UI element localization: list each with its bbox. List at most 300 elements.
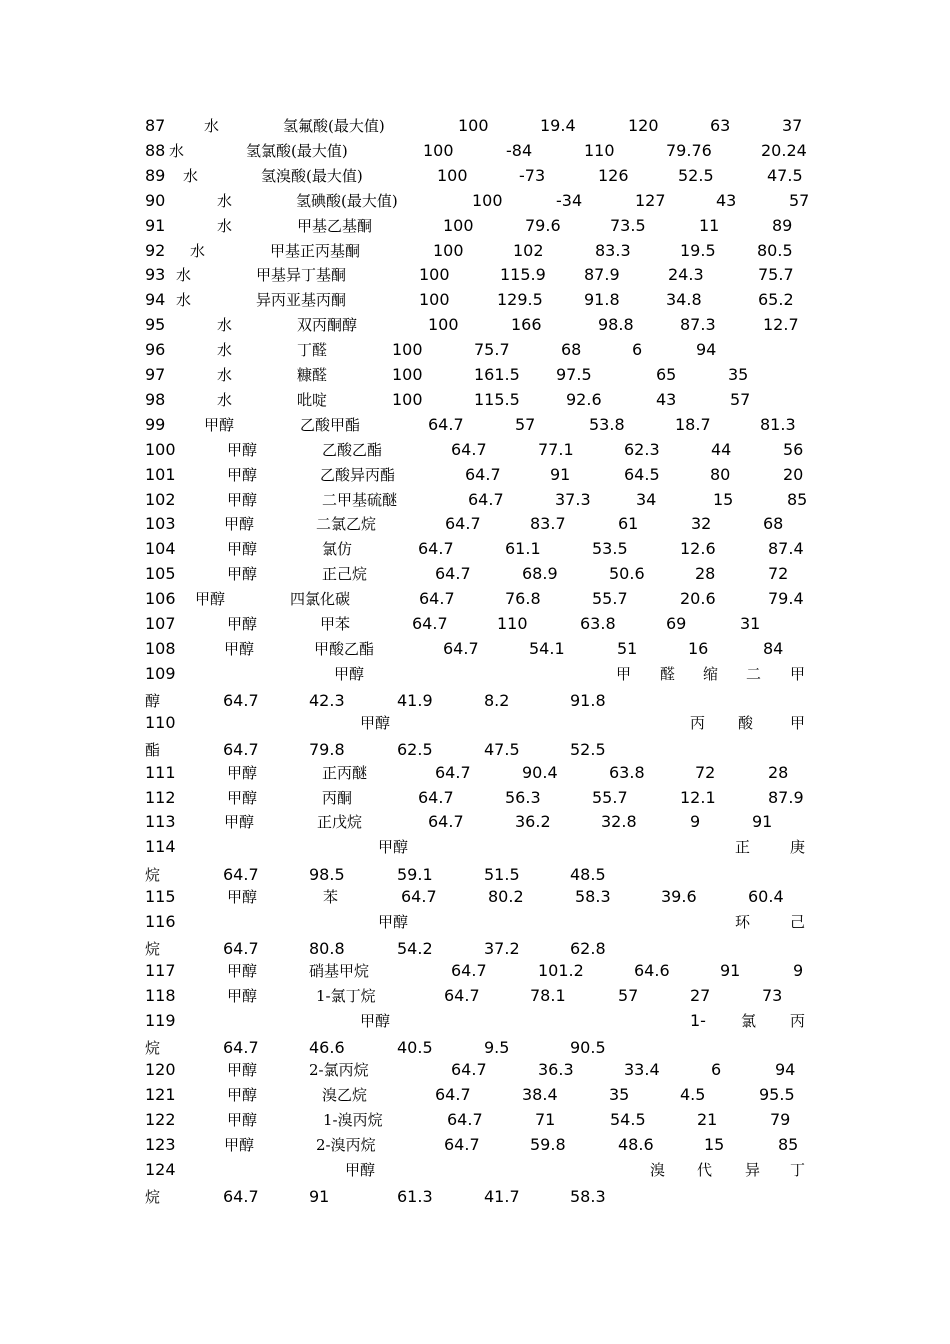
row-number: 111 [145, 762, 176, 782]
value-cell: 110 [497, 614, 528, 633]
solvent-b: 丁醛 [297, 341, 328, 360]
value-cell: 69 [666, 614, 687, 633]
solvent-b: 正己烷 [322, 565, 368, 584]
solvent-b: 丙酮 [322, 788, 353, 807]
value-cell: 57 [730, 389, 751, 409]
value-cell: 36.3 [538, 1060, 574, 1080]
table-row [145, 811, 816, 833]
row-number: 124 [145, 1159, 176, 1179]
value-cell: 89 [772, 215, 793, 235]
solvent-a: 甲醇 [204, 415, 235, 434]
value-cell: 115.9 [500, 265, 546, 285]
value-cell: 64.6 [634, 961, 670, 980]
solvent-b: 1-氯丁烷 [316, 986, 376, 1005]
value-cell: 37.2 [484, 938, 520, 958]
value-cell: 51 [617, 638, 638, 658]
row-number: 104 [145, 539, 176, 559]
table-row [145, 911, 816, 933]
value-cell: 64.7 [428, 812, 464, 832]
value-cell: 100 [458, 116, 489, 135]
value-cell: 79.4 [768, 589, 804, 609]
value-cell: 92.6 [566, 389, 602, 409]
value-cell: 12.6 [680, 539, 716, 559]
solvent-b-char: 环 [735, 912, 751, 931]
table-row [145, 712, 816, 734]
solvent-b-char: 丁 [790, 1160, 806, 1179]
solvent-b-tail: 烷 [145, 939, 161, 958]
value-cell: 48.5 [570, 864, 606, 884]
solvent-a: 水 [169, 141, 185, 160]
value-cell: 54.2 [397, 938, 433, 958]
solvent-b-char: 丙 [690, 714, 706, 733]
row-number: 110 [145, 713, 176, 733]
value-cell: 39.6 [661, 886, 697, 906]
value-cell: 98.5 [309, 864, 345, 884]
solvent-b: 硝基甲烷 [309, 962, 370, 980]
value-cell: 61.1 [505, 539, 541, 559]
solvent-b-char: 甲 [790, 714, 806, 733]
value-cell: 40.5 [397, 1038, 433, 1057]
solvent-a: 甲醇 [227, 1061, 258, 1080]
solvent-a: 水 [217, 216, 233, 235]
value-cell: 64.7 [223, 740, 259, 760]
solvent-b-char: 丙 [790, 1011, 806, 1030]
table-row [145, 240, 816, 262]
table-row [145, 115, 816, 137]
solvent-b-char: 缩 [703, 664, 719, 683]
value-cell: 76.8 [505, 589, 541, 609]
value-cell: 100 [472, 190, 503, 210]
value-cell: 64.7 [465, 464, 501, 484]
value-cell: 54.5 [610, 1110, 646, 1129]
solvent-b-char: 醛 [660, 664, 676, 683]
solvent-b-tail: 烷 [145, 1039, 161, 1057]
value-cell: 72 [695, 762, 716, 782]
value-cell: 19.5 [680, 240, 716, 260]
solvent-b-char: 异 [745, 1160, 761, 1179]
solvent-a: 甲醇 [227, 615, 258, 633]
value-cell: 65 [656, 365, 677, 384]
value-cell: 64.7 [451, 1060, 487, 1080]
value-cell: 37 [782, 116, 803, 135]
row-number: 105 [145, 564, 176, 584]
value-cell: 28 [695, 564, 716, 584]
row-number: 93 [145, 265, 166, 285]
solvent-b-char: 正 [735, 838, 751, 857]
value-cell: 64.7 [443, 638, 479, 658]
value-cell: 56 [783, 439, 804, 459]
value-cell: 32 [691, 514, 712, 534]
table-row [145, 439, 816, 461]
table-row [145, 613, 816, 635]
value-cell: 101.2 [538, 961, 584, 980]
solvent-a: 甲醇 [227, 763, 258, 782]
value-cell: 59.8 [530, 1134, 566, 1154]
value-cell: 129.5 [497, 290, 543, 310]
row-number: 103 [145, 514, 176, 534]
value-cell: 166 [511, 315, 542, 335]
solvent-a: 水 [176, 266, 192, 285]
value-cell: 32.8 [601, 812, 637, 832]
value-cell: 64.7 [223, 1038, 259, 1057]
value-cell: 79.76 [666, 140, 712, 160]
row-number: 98 [145, 389, 166, 409]
row-number: 97 [145, 365, 166, 384]
table-row-continuation [145, 1186, 816, 1208]
value-cell: 83.7 [530, 514, 566, 534]
value-cell: 41.7 [484, 1187, 520, 1206]
value-cell: 58.3 [570, 1187, 606, 1206]
row-number: 96 [145, 340, 166, 360]
table-row [145, 1059, 816, 1081]
table-row [145, 638, 816, 660]
solvent-a: 甲醇 [227, 887, 258, 906]
value-cell: 37.3 [555, 489, 591, 509]
value-cell: 51.5 [484, 864, 520, 884]
value-cell: 44 [711, 439, 732, 459]
value-cell: 77.1 [538, 439, 574, 459]
table-row [145, 190, 816, 212]
solvent-a: 甲醇 [378, 838, 409, 857]
value-cell: 20.6 [680, 589, 716, 609]
row-number: 87 [145, 116, 166, 135]
solvent-b: 双丙酮醇 [297, 316, 358, 335]
row-number: 88 [145, 140, 166, 160]
row-number: 109 [145, 663, 176, 683]
value-cell: 33.4 [624, 1060, 660, 1080]
row-number: 116 [145, 911, 176, 931]
solvent-a: 甲醇 [195, 590, 226, 609]
value-cell: 20 [783, 464, 804, 484]
value-cell: 4.5 [680, 1085, 706, 1105]
value-cell: 64.7 [435, 1085, 471, 1105]
value-cell: 15 [713, 489, 734, 509]
value-cell: 64.7 [444, 985, 480, 1005]
table-row-continuation [145, 739, 816, 761]
solvent-b: 二氯乙烷 [316, 515, 377, 534]
table-row [145, 960, 816, 982]
solvent-a: 甲醇 [227, 490, 258, 509]
solvent-b-char: 氯 [741, 1011, 757, 1030]
table-row [145, 1084, 816, 1106]
value-cell: 91 [752, 812, 773, 832]
value-cell: 64.7 [468, 489, 504, 509]
table-row [145, 339, 816, 361]
value-cell: 100 [392, 389, 423, 409]
table-row-continuation [145, 1037, 816, 1059]
value-cell: -34 [556, 190, 583, 210]
value-cell: 56.3 [505, 787, 541, 807]
table-row [145, 836, 816, 858]
value-cell: 98.8 [598, 315, 634, 335]
solvent-a: 甲醇 [360, 1011, 391, 1030]
solvent-a: 水 [204, 117, 220, 135]
value-cell: 64.7 [223, 864, 259, 884]
value-cell: 48.6 [618, 1134, 654, 1154]
value-cell: 100 [433, 240, 464, 260]
row-number: 112 [145, 787, 176, 807]
value-cell: 12.7 [763, 315, 799, 335]
value-cell: 64.7 [428, 414, 464, 434]
value-cell: 80.5 [757, 240, 793, 260]
value-cell: 100 [428, 315, 459, 335]
table-row [145, 588, 816, 610]
value-cell: 94 [696, 340, 717, 360]
value-cell: 100 [419, 290, 450, 310]
solvent-a: 甲醇 [227, 962, 258, 980]
solvent-b: 四氯化碳 [290, 590, 351, 609]
value-cell: 90.5 [570, 1038, 606, 1057]
solvent-a: 甲醇 [227, 788, 258, 807]
solvent-b-char: 代 [697, 1160, 713, 1179]
value-cell: 64.7 [435, 762, 471, 782]
solvent-b: 二甲基硫醚 [322, 490, 398, 509]
table-row [145, 489, 816, 511]
solvent-a: 水 [183, 166, 199, 185]
value-cell: 52.5 [678, 165, 714, 185]
row-number: 95 [145, 315, 166, 335]
value-cell: 64.7 [223, 691, 259, 710]
value-cell: 73 [762, 985, 783, 1005]
solvent-b-char: 庚 [790, 838, 806, 857]
value-cell: 6 [632, 340, 643, 360]
value-cell: 36.2 [515, 812, 551, 832]
value-cell: 64.7 [451, 961, 487, 980]
table-row [145, 264, 816, 286]
solvent-a: 水 [217, 366, 233, 384]
table-row [145, 215, 816, 237]
value-cell: 64.7 [223, 938, 259, 958]
table-row [145, 1159, 816, 1181]
value-cell: 64.5 [624, 464, 660, 484]
solvent-a: 甲醇 [360, 714, 391, 733]
value-cell: 42.3 [309, 691, 345, 710]
solvent-b-char: 己 [790, 912, 806, 931]
solvent-b: 吡啶 [297, 390, 328, 409]
table-row [145, 787, 816, 809]
value-cell: 16 [688, 638, 709, 658]
solvent-a: 水 [176, 291, 192, 310]
value-cell: 43 [656, 389, 677, 409]
solvent-b: 糠醛 [297, 366, 328, 384]
solvent-a: 水 [217, 316, 233, 335]
value-cell: 61.3 [397, 1187, 433, 1206]
value-cell: 57 [789, 190, 810, 210]
value-cell: 75.7 [758, 265, 794, 285]
value-cell: 19.4 [540, 116, 576, 135]
value-cell: 31 [740, 614, 761, 633]
value-cell: 62.8 [570, 938, 606, 958]
value-cell: 62.3 [624, 439, 660, 459]
value-cell: 21 [697, 1110, 718, 1129]
value-cell: 64.7 [401, 886, 437, 906]
value-cell: 47.5 [484, 740, 520, 760]
solvent-b-char: 二 [746, 664, 762, 683]
solvent-b: 氯仿 [322, 540, 353, 559]
value-cell: -73 [519, 165, 546, 185]
value-cell: 53.8 [589, 414, 625, 434]
solvent-b-char: 溴 [650, 1160, 666, 1179]
value-cell: 64.7 [418, 787, 454, 807]
value-cell: 94 [775, 1060, 796, 1080]
solvent-b: 正戊烷 [317, 813, 363, 832]
table-row-continuation [145, 938, 816, 960]
value-cell: 84 [763, 638, 784, 658]
value-cell: 64.7 [435, 564, 471, 584]
value-cell: 64.7 [412, 614, 448, 633]
value-cell: 64.7 [445, 514, 481, 534]
solvent-b-tail: 烷 [145, 1188, 161, 1206]
value-cell: 41.9 [397, 691, 433, 710]
row-number: 108 [145, 638, 176, 658]
value-cell: 87.3 [680, 315, 716, 335]
table-row [145, 513, 816, 535]
value-cell: 57 [618, 985, 639, 1005]
value-cell: 73.5 [610, 215, 646, 235]
value-cell: 18.7 [675, 414, 711, 434]
row-number: 119 [145, 1010, 176, 1030]
value-cell: 20.24 [761, 140, 807, 160]
value-cell: 9.5 [484, 1038, 510, 1057]
value-cell: 95.5 [759, 1085, 795, 1105]
value-cell: 34 [636, 489, 657, 509]
solvent-b-char: 甲 [616, 664, 632, 683]
table-row [145, 364, 816, 386]
solvent-a: 水 [190, 241, 206, 260]
value-cell: 64.7 [451, 439, 487, 459]
value-cell: 115.5 [474, 389, 520, 409]
value-cell: 52.5 [570, 740, 606, 760]
value-cell: 97.5 [556, 365, 592, 384]
solvent-b: 苯 [323, 887, 339, 906]
row-number: 121 [145, 1085, 176, 1105]
table-row [145, 389, 816, 411]
solvent-a: 甲醇 [224, 1135, 255, 1154]
solvent-a: 甲醇 [224, 639, 255, 658]
solvent-b-char: 酸 [738, 714, 754, 733]
value-cell: 100 [419, 265, 450, 285]
value-cell: 15 [704, 1134, 725, 1154]
value-cell: 79.6 [525, 215, 561, 235]
table-row [145, 314, 816, 336]
solvent-a: 甲醇 [227, 440, 258, 459]
solvent-b: 氢氟酸(最大值) [283, 117, 385, 135]
value-cell: 68 [763, 514, 784, 534]
value-cell: 75.7 [474, 340, 510, 360]
row-number: 90 [145, 190, 166, 210]
solvent-b: 乙酸异丙酯 [320, 465, 396, 484]
value-cell: 100 [392, 365, 423, 384]
table-row [145, 1109, 816, 1131]
value-cell: 63.8 [609, 762, 645, 782]
value-cell: 100 [423, 140, 454, 160]
value-cell: 161.5 [474, 365, 520, 384]
value-cell: 6 [711, 1060, 722, 1080]
value-cell: 80.2 [488, 886, 524, 906]
solvent-b: 甲基正丙基酮 [270, 241, 361, 260]
solvent-a: 甲醇 [227, 986, 258, 1005]
row-number: 106 [145, 589, 176, 609]
row-number: 101 [145, 464, 176, 484]
table-row [145, 985, 816, 1007]
value-cell: 81.3 [760, 414, 796, 434]
value-cell: 46.6 [309, 1038, 345, 1057]
row-number: 115 [145, 886, 176, 906]
solvent-a: 甲醇 [378, 912, 409, 931]
row-number: 102 [145, 489, 176, 509]
row-number: 91 [145, 215, 166, 235]
solvent-b: 氢氯酸(最大值) [246, 141, 348, 160]
value-cell: 120 [628, 116, 659, 135]
row-number: 89 [145, 165, 166, 185]
value-cell: 24.3 [668, 265, 704, 285]
solvent-b: 2-氯丙烷 [309, 1061, 369, 1080]
table-row-continuation [145, 864, 816, 886]
solvent-b: 甲基异丁基酮 [256, 266, 347, 285]
value-cell: 60.4 [748, 886, 784, 906]
solvent-b: 正丙醚 [322, 763, 368, 782]
value-cell: 91 [720, 961, 741, 980]
value-cell: 78.1 [530, 985, 566, 1005]
value-cell: 80 [710, 464, 731, 484]
row-number: 122 [145, 1110, 176, 1129]
value-cell: 72 [768, 564, 789, 584]
table-row [145, 1010, 816, 1032]
row-number: 118 [145, 985, 176, 1005]
value-cell: 9 [793, 961, 804, 980]
solvent-b: 1-溴丙烷 [323, 1111, 383, 1129]
value-cell: 68.9 [522, 564, 558, 584]
value-cell: 83.3 [595, 240, 631, 260]
value-cell: 79.8 [309, 740, 345, 760]
value-cell: 87.9 [768, 787, 804, 807]
solvent-b-tail: 酯 [145, 741, 161, 760]
value-cell: 54.1 [529, 638, 565, 658]
value-cell: 63 [710, 116, 731, 135]
table-row [145, 563, 816, 585]
value-cell: 91.8 [570, 691, 606, 710]
value-cell: 127 [635, 190, 666, 210]
value-cell: 11 [699, 215, 720, 235]
value-cell: 102 [513, 240, 544, 260]
value-cell: 28 [768, 762, 789, 782]
solvent-b: 2-溴丙烷 [316, 1135, 376, 1154]
value-cell: 64.7 [419, 589, 455, 609]
value-cell: 43 [716, 190, 737, 210]
value-cell: 80.8 [309, 938, 345, 958]
row-number: 117 [145, 961, 176, 980]
value-cell: 100 [437, 165, 468, 185]
solvent-b: 氢溴酸(最大值) [261, 166, 363, 185]
value-cell: 100 [392, 340, 423, 360]
solvent-a: 水 [217, 341, 233, 360]
table-row [145, 1134, 816, 1156]
solvent-a: 水 [217, 390, 233, 409]
solvent-a: 甲醇 [345, 1160, 376, 1179]
value-cell: 91.8 [584, 290, 620, 310]
value-cell: 65.2 [758, 290, 794, 310]
solvent-a: 甲醇 [227, 565, 258, 584]
row-number: 94 [145, 290, 166, 310]
solvent-b: 异丙亚基丙酮 [256, 291, 347, 310]
value-cell: 91 [550, 464, 571, 484]
solvent-b: 溴乙烷 [322, 1086, 368, 1105]
value-cell: 64.7 [447, 1110, 483, 1129]
value-cell: 55.7 [592, 589, 628, 609]
row-number: 120 [145, 1060, 176, 1080]
value-cell: 64.7 [223, 1187, 259, 1206]
solvent-b-char: 1- [690, 1010, 706, 1030]
